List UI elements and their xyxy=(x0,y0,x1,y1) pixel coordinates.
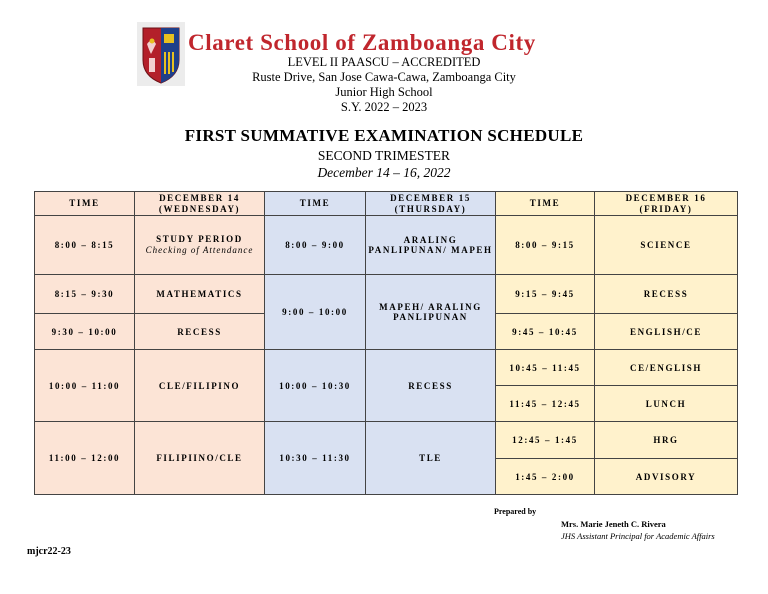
document-code: mjcr22-23 xyxy=(27,546,71,557)
day2-slot1-subject: ARALING PANLIPUNAN/ MAPEH xyxy=(366,216,496,275)
school-name: Claret School of Zamboanga City xyxy=(188,30,536,55)
prepared-by-label: Prepared by xyxy=(494,507,537,516)
day2-date-header xyxy=(366,192,496,216)
day1-time-header: TIME xyxy=(35,192,135,216)
exam-title: FIRST SUMMATIVE EXAMINATION SCHEDULE xyxy=(184,126,584,145)
exam-dates: December 14 – 16, 2022 xyxy=(317,165,451,180)
day3-slot2-subject: RECESS xyxy=(595,275,738,314)
day1-slot1-subject xyxy=(135,216,265,275)
day3-slot1-time: 8:00 – 9:15 xyxy=(496,216,595,275)
day1-slot3-subject: RECESS xyxy=(135,314,265,350)
day3-slot1-subject: SCIENCE xyxy=(595,216,738,275)
day1-slot1-subject-name: STUDY PERIOD xyxy=(156,234,243,244)
day2-slot1-time: 8:00 – 9:00 xyxy=(265,216,366,275)
exam-schedule-table xyxy=(34,191,738,495)
day1-slot5-subject: FILIPIINO/CLE xyxy=(135,422,265,495)
day1-slot4-time: 10:00 – 11:00 xyxy=(35,350,135,422)
day3-slot4-time: 10:45 – 11:45 xyxy=(496,350,595,386)
day3-slot7-subject: ADVISORY xyxy=(595,459,738,495)
day2-slot3-time: 10:00 – 10:30 xyxy=(265,350,366,422)
day2-weekday: (THURSDAY) xyxy=(394,203,467,214)
day3-date-header xyxy=(595,192,738,216)
day1-slot5-time: 11:00 – 12:00 xyxy=(35,422,135,495)
day3-weekday: (FRIDAY) xyxy=(639,203,693,214)
day1-slot1-note: Checking of Attendance xyxy=(145,245,254,255)
day1-date-header xyxy=(135,192,265,216)
day1-slot4-subject: CLE/FILIPINO xyxy=(135,350,265,422)
day1-slot3-time: 9:30 – 10:00 xyxy=(35,314,135,350)
day2-slot2-subject: MAPEH/ ARALING PANLIPUNAN xyxy=(366,275,496,350)
day2-slot4-subject: TLE xyxy=(366,422,496,495)
day2-time-header: TIME xyxy=(265,192,366,216)
preparer-name: Mrs. Marie Jeneth C. Rivera xyxy=(561,519,666,529)
day3-date: DECEMBER 16 xyxy=(625,192,707,203)
day3-time-header: TIME xyxy=(496,192,595,216)
day3-slot5-time: 11:45 – 12:45 xyxy=(496,386,595,422)
day3-slot3-time: 9:45 – 10:45 xyxy=(496,314,595,350)
day2-date: DECEMBER 15 xyxy=(390,192,471,203)
trimester-label: SECOND TRIMESTER xyxy=(317,148,451,163)
accreditation-line: LEVEL II PAASCU – ACCREDITED xyxy=(287,55,481,69)
day1-date: DECEMBER 14 xyxy=(159,192,240,203)
day3-slot3-subject: ENGLISH/CE xyxy=(595,314,738,350)
day1-slot2-subject: MATHEMATICS xyxy=(135,275,265,314)
day3-slot6-subject: HRG xyxy=(595,422,738,459)
day1-weekday: (WEDNESDAY) xyxy=(158,203,241,214)
day3-slot5-subject: LUNCH xyxy=(595,386,738,422)
address-line: Ruste Drive, San Jose Cawa-Cawa, Zamboanga City xyxy=(252,70,516,84)
day3-slot6-time: 12:45 – 1:45 xyxy=(496,422,595,459)
day3-slot7-time: 1:45 – 2:00 xyxy=(496,459,595,495)
day2-slot4-time: 10:30 – 11:30 xyxy=(265,422,366,495)
preparer-title: JHS Assistant Principal for Academic Affairs xyxy=(561,531,715,541)
department-line: Junior High School xyxy=(335,85,433,99)
school-year-line: S.Y. 2022 – 2023 xyxy=(340,100,428,114)
day2-slot2-time: 9:00 – 10:00 xyxy=(265,275,366,350)
day3-slot2-time: 9:15 – 9:45 xyxy=(496,275,595,314)
day3-slot4-subject: CE/ENGLISH xyxy=(595,350,738,386)
day1-slot2-time: 8:15 – 9:30 xyxy=(35,275,135,314)
day1-slot1-time: 8:00 – 8:15 xyxy=(35,216,135,275)
day2-slot3-subject: RECESS xyxy=(366,350,496,422)
